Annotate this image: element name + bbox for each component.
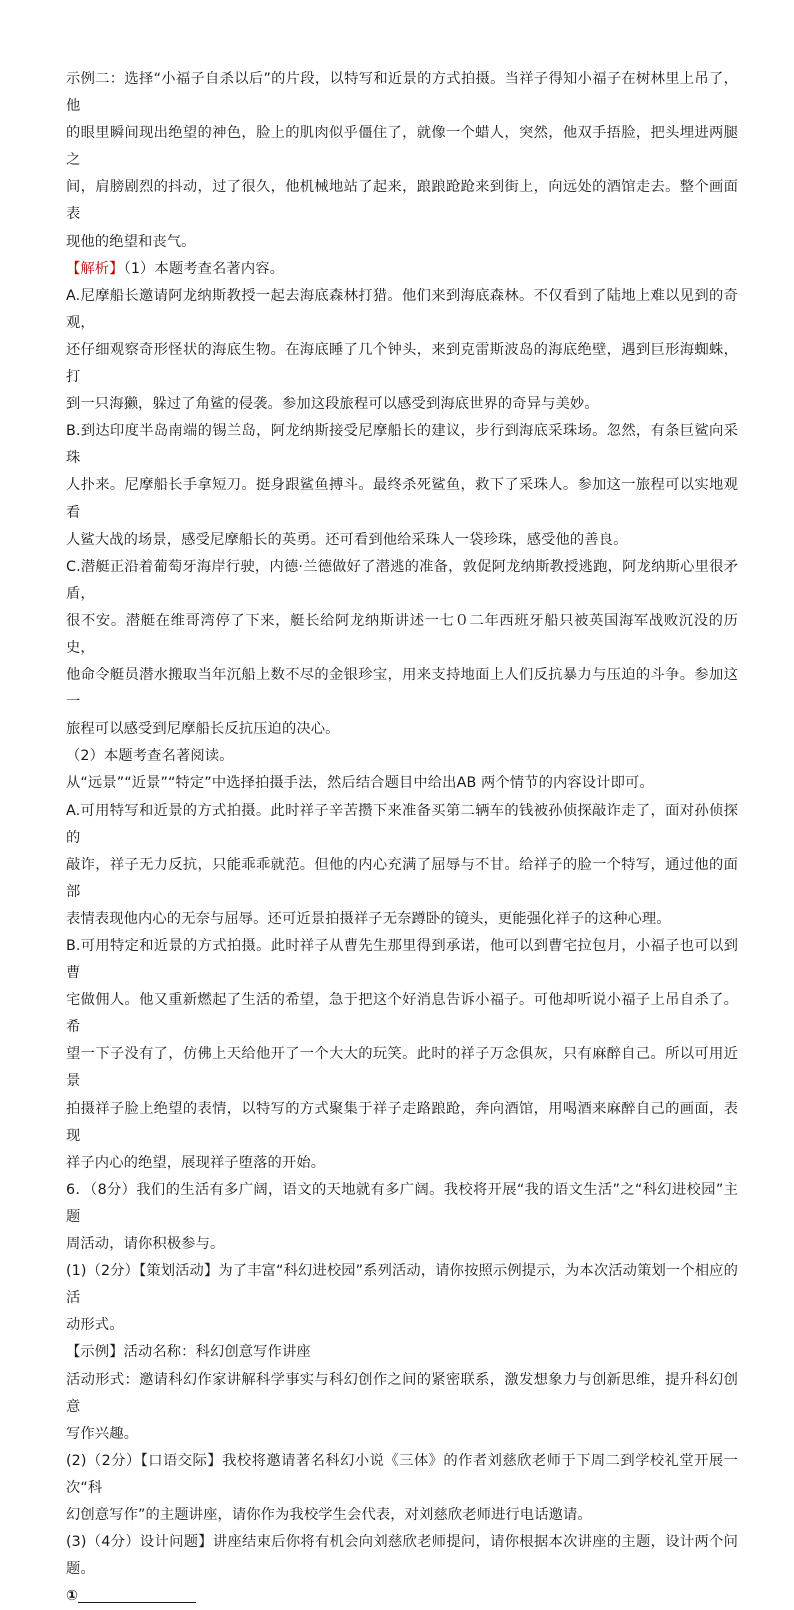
text-line-23: 望一下子没有了，仿佛上天给他开了一个大大的玩笑。此时的祥子万念俱灰，只有麻醉自己。所以可用近景 bbox=[66, 1046, 738, 1090]
text-line-10: 人扑来。尼摩船长手拿短刀。挺身跟鲨鱼搏斗。最终杀死鲨鱼，救下了采珠人。参加这一旅程可以实地观看 bbox=[66, 477, 738, 521]
question-6-line-2: 周活动，请你积极参与。 bbox=[66, 1236, 225, 1253]
text-line-8: 到一只海獭，躲过了角鲨的侵袭。参加这段旅程可以感受到海底世界的奇异与美妙。 bbox=[66, 396, 599, 413]
document-body bbox=[66, 66, 738, 1610]
text-line-19: 敲诈，祥子无力反抗，只能乖乖就范。但他的内心充满了屈辱与不甘。给祥子的脸一个特写，通过他的面部 bbox=[66, 856, 738, 900]
question-6-line-1: 6．（8分）我们的生活有多广阔，语文的天地就有多广阔。我校将开展“我的语文生活”之“科幻进校园”主题 bbox=[66, 1181, 738, 1225]
text-line-16: （2）本题考查名著阅读。 bbox=[66, 748, 234, 765]
analysis-heading-text: （1）本题考查名著内容。 bbox=[123, 260, 285, 277]
text-line-24: 拍摄祥子脸上绝望的表情，以特写的方式聚集于祥子走路踉跄，奔向酒馆，用喝酒来麻醉自己的画面，表现 bbox=[66, 1100, 738, 1144]
text-line-17: 从“远景”“近景”“特定”中选择拍摄手法，然后结合题目中给出AB 两个情节的内容设计即可。 bbox=[66, 775, 654, 792]
text-line-15: 旅程可以感受到尼摩船长反抗压迫的决心。 bbox=[66, 721, 340, 738]
text-line-1: 示例二：选择“小福子自杀以后”的片段，以特写和近景的方式拍摄。当祥子得知小福子在树林里上吊了，他 bbox=[66, 71, 738, 115]
text-line-25: 祥子内心的绝望，展现祥子堕落的开始。 bbox=[66, 1154, 326, 1171]
text-line-14: 他命令艇员潜水搬取当年沉船上数不尽的金银珍宝，用来支持地面上人们反抗暴力与压迫的斗争。参加这一 bbox=[66, 667, 738, 711]
text-line-22: 宅做佣人。他又重新燃起了生活的希望，急于把这个好消息告诉小福子。可他却听说小福子上吊自杀了。希 bbox=[66, 992, 738, 1036]
text-line-7: 还仔细观察奇形怪状的海底生物。在海底睡了几个钟头，来到克雷斯波岛的海底绝壁，遇到巨形海蜘蛛，打 bbox=[66, 341, 738, 386]
subquestion-1-line-1: (1)（2分）【策划活动】为了丰富“科幻进校园”系列活动，请你按照示例提示，为本次活动策划一个相应的活 bbox=[66, 1263, 738, 1307]
text-line-21: B.可用特定和近景的方式拍摄。此时祥子从曹先生那里得到承诺，他可以到曹宅拉包月，小福子也可以到曹 bbox=[66, 938, 738, 982]
text-line-12: C.潜艇正沿着葡萄牙海岸行驶，内德·兰德做好了潜逃的准备，敦促阿龙纳斯教授逃跑，阿龙纳斯心里很矛盾， bbox=[66, 558, 738, 602]
text-line-9: B.到达印度半岛南端的锡兰岛，阿龙纳斯接受尼摩船长的建议，步行到海底采珠场。忽然，有条巨鲨向采珠 bbox=[66, 423, 738, 467]
subquestion-2-line-1: (2)（2分）【口语交际】我校将邀请著名科幻小说《三体》的作者刘慈欣老师于下周二到学校礼堂开展一次“科 bbox=[66, 1452, 738, 1496]
analysis-label: 【解析】 bbox=[66, 260, 124, 277]
subquestion-1-line-2: 动形式。 bbox=[66, 1317, 124, 1334]
text-line-6: A.尼摩船长邀请阿龙纳斯教授一起去海底森林打猎。他们来到海底森林。不仅看到了陆地上难以见到的奇观， bbox=[66, 287, 738, 331]
analysis-heading-line bbox=[66, 256, 738, 283]
example-form-line-1: 活动形式：邀请科幻作家讲解科学事实与科幻创作之间的紧密联系，激发想象力与创新思维，提升科幻创意 bbox=[66, 1371, 738, 1415]
text-line-2: 的眼里瞬间现出绝望的神色，脸上的肌肉似乎僵住了，就像一个蜡人，突然，他双手捂脸，把头埋进两腿之 bbox=[66, 125, 738, 169]
text-line-3: 间，肩膀剧烈的抖动，过了很久，他机械地站了起来，踉踉跄跄来到街上，向远处的酒馆走去。整个画面表 bbox=[66, 179, 738, 223]
text-line-11: 人鲨大战的场景，感受尼摩船长的英勇。还可看到他给采珠人一袋珍珠，感受他的善良。 bbox=[66, 531, 628, 548]
text-line-13: 很不安。潜艇在维哥湾停了下来，艇长给阿龙纳斯讲述一七０二年西班牙船只被英国海军战败沉没的历史， bbox=[66, 612, 738, 656]
text-line-4: 现他的绝望和丧气。 bbox=[66, 233, 196, 250]
text-line-20: 表情表现他内心的无奈与屈辱。还可近景拍摄祥子无奈蹲卧的镜头，更能强化祥子的这种心理。 bbox=[66, 910, 671, 927]
example-form-line-2: 写作兴趣。 bbox=[66, 1425, 138, 1442]
text-line-18: A.可用特写和近景的方式拍摄。此时祥子辛苦攒下来准备买第二辆车的钱被孙侦探敲诈走了，面对孙侦探的 bbox=[66, 802, 738, 846]
example-title: 【示例】活动名称：科幻创意写作讲座 bbox=[66, 1344, 311, 1361]
answer-line bbox=[66, 1583, 738, 1610]
answer-blank[interactable] bbox=[78, 1587, 196, 1603]
subquestion-2-line-2: 幻创意写作”的主题讲座，请你作为我校学生会代表，对刘慈欣老师进行电话邀请。 bbox=[66, 1506, 592, 1523]
subquestion-3-line: (3)（4分）设计问题】讲座结束后你将有机会向刘慈欣老师提问，请你根据本次讲座的主题，设计两个问题。 bbox=[66, 1534, 738, 1578]
answer-number: ① bbox=[66, 1588, 79, 1605]
